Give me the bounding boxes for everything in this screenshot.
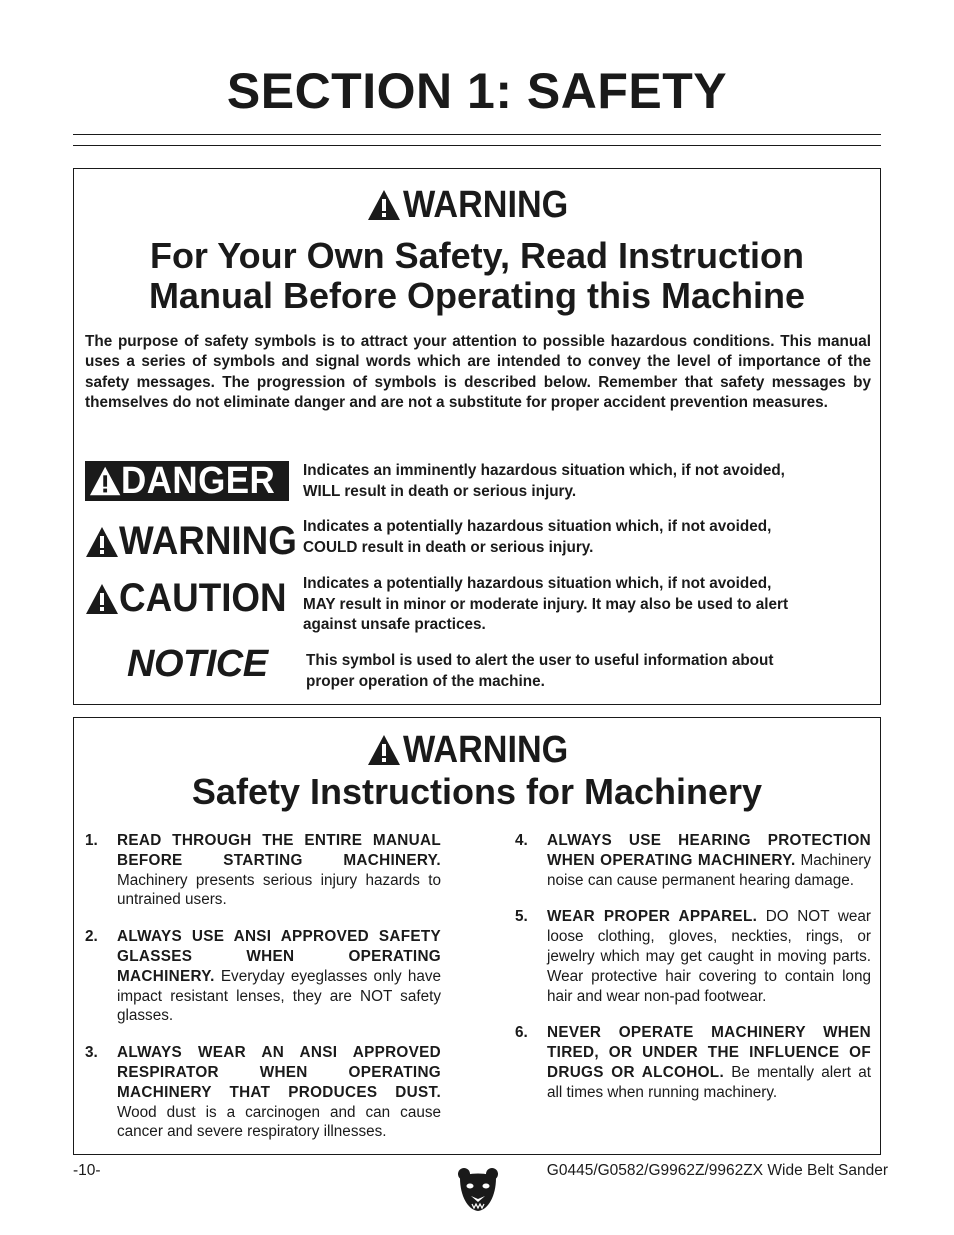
danger-desc-line2: WILL result in death or serious injury. [303, 482, 577, 500]
warning-desc-line2: COULD result in death or serious injury. [303, 538, 594, 556]
item-lead: ALWAYS WEAR AN ANSI APPROVED RESPIRATOR WHEN OPERATING MACHINERY THAT PRODUCES DUST. [117, 1044, 441, 1101]
item-number: 5. [515, 908, 528, 926]
list-item [515, 907, 871, 1006]
list-item [515, 1023, 871, 1102]
caution-desc-line2: MAY result in minor or moderate injury. It may also be used to alert [303, 595, 789, 613]
item-body: Everyday eyeglasses only have impact resistant lenses, they are NOT safety glasses. [117, 967, 442, 1025]
item-body: Machinery presents serious injury hazards to untrained users. [117, 871, 441, 909]
legend-row-danger [85, 461, 875, 521]
intro-paragraph: The purpose of safety symbols is to attract your attention to possible hazardous conditions. This manual uses a series of symbols and signal words which are intended to convey the level of importance of the safety messages. The progression of symbols is described below. Remember that safety messages by themselves do not eliminate danger and are not a substitute for proper accident prevention measures. [85, 333, 871, 411]
title-rule-bottom [73, 145, 881, 146]
item-lead: ALWAYS USE ANSI APPROVED SAFETY GLASSES WHEN OPERATING MACHINERY. [117, 928, 441, 985]
notice-label: NOTICE [127, 643, 268, 685]
hazard-triangle-icon [89, 465, 121, 497]
caution-label: CAUTION [119, 576, 287, 620]
warning-signal-word: WARNING [403, 183, 569, 226]
warning-label: WARNING [119, 519, 297, 563]
warning-signal-header [74, 185, 880, 225]
title-rule-top [73, 134, 881, 135]
hazard-triangle-icon [367, 189, 401, 221]
notice-desc-line1: This symbol is used to alert the user to useful information about [306, 652, 774, 669]
item-number: 2. [85, 928, 98, 946]
caution-badge [85, 576, 301, 621]
item-lead: NEVER OPERATE MACHINERY WHEN TIRED, OR UNDER THE INFLUENCE OF DRUGS OR ALCOHOL. [547, 1024, 871, 1081]
caution-description [303, 574, 873, 636]
box1-heading-line2: Manual Before Operating this Machine [148, 275, 806, 316]
item-lead: WEAR PROPER APPAREL. [547, 908, 758, 926]
item-number: 3. [85, 1044, 98, 1062]
list-item [515, 831, 871, 890]
item-body: Be mentally alert at all times when running machinery. [547, 1063, 871, 1101]
danger-badge [85, 461, 289, 501]
caution-desc-line1: Indicates a potentially hazardous situation which, if not avoided, [303, 575, 772, 592]
item-body: Machinery noise can cause permanent hearing damage. [547, 851, 872, 889]
warning-description [303, 517, 873, 558]
bear-head-logo [456, 1166, 500, 1212]
legend-row-warning [85, 517, 875, 577]
machinery-safety-box [73, 717, 881, 1155]
box1-heading-line1: For Your Own Safety, Read Instruction [149, 235, 805, 276]
list-item [85, 927, 441, 1026]
danger-description [303, 461, 873, 502]
item-number: 1. [85, 832, 98, 849]
page-number: -10- [73, 1162, 101, 1179]
list-item [85, 831, 441, 910]
hazard-triangle-icon [367, 734, 401, 766]
warning-desc-line1: Indicates a potentially hazardous situation which, if not avoided, [303, 518, 772, 535]
item-body: Wood dust is a carcinogen and can cause cancer and severe respiratory illnesses. [117, 1103, 441, 1141]
danger-label: DANGER [121, 459, 276, 502]
item-number: 4. [515, 832, 528, 849]
danger-desc-line1: Indicates an imminently hazardous situation which, if not avoided, [303, 462, 785, 479]
warning-signal-word: WARNING [403, 728, 569, 771]
notice-desc-line2: proper operation of the machine. [306, 672, 545, 690]
box2-heading: Safety Instructions for Machinery [191, 771, 763, 812]
item-number: 6. [515, 1024, 528, 1042]
hazard-triangle-icon [85, 526, 119, 558]
hazard-triangle-icon [85, 583, 119, 615]
legend-row-caution [85, 574, 875, 634]
safety-symbols-box [73, 168, 881, 705]
model-label: G0445/G0582/G9962Z/9962ZX Wide Belt Sander [546, 1162, 888, 1179]
notice-description [306, 651, 876, 692]
warning-badge [85, 519, 312, 564]
instructions-right-column [515, 831, 871, 1120]
instructions-left-column [85, 831, 441, 1159]
warning-signal-header [74, 730, 880, 770]
caution-desc-line3: against unsafe practices. [303, 616, 486, 633]
item-lead: ALWAYS USE HEARING PROTECTION WHEN OPERATING MACHINERY. [547, 832, 871, 869]
legend-row-notice [85, 643, 875, 711]
list-item [85, 1043, 441, 1142]
item-body: DO NOT wear loose clothing, gloves, neckties, rings, or jewelry which may get caught in moving parts. Wear protective hair covering to contain long hair and wear non-pad footwear. [547, 908, 871, 1005]
item-lead: READ THROUGH THE ENTIRE MANUAL BEFORE STARTING MACHINERY. [117, 832, 441, 869]
section-title: SECTION 1: SAFETY [226, 63, 728, 119]
